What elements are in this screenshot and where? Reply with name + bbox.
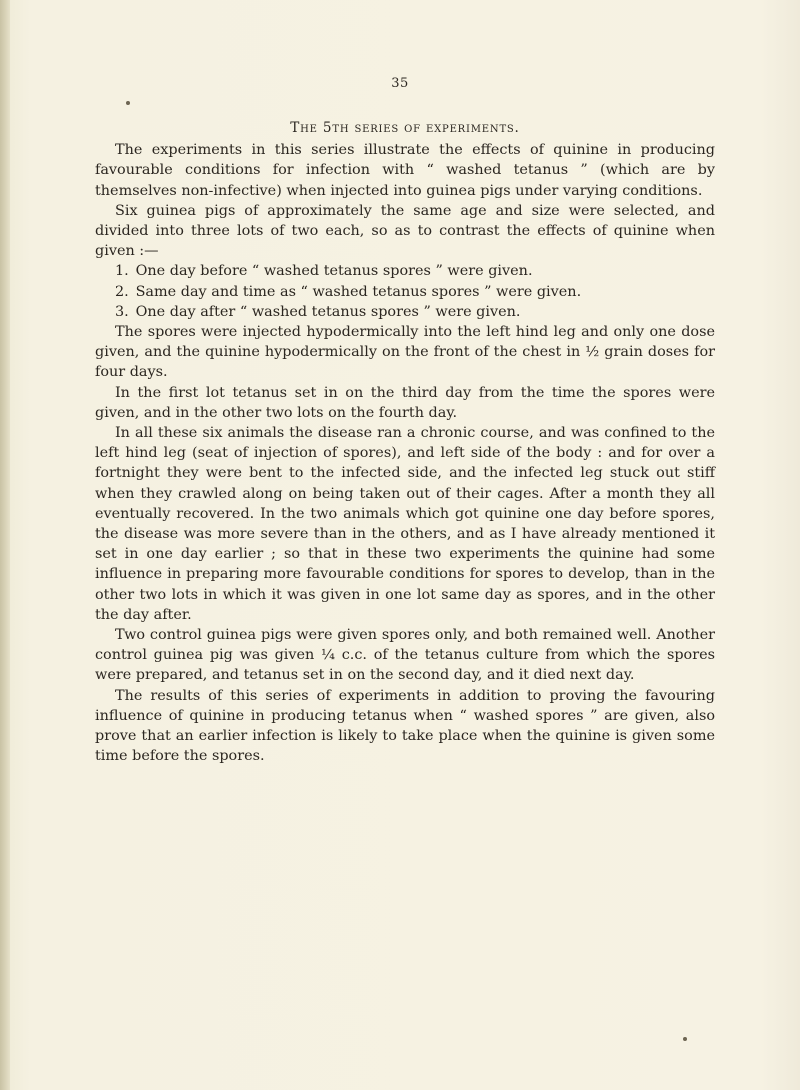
paper-speck [126, 101, 130, 105]
list-item-text: Same day and time as “ washed tetanus spores ” were given. [135, 283, 582, 300]
list-item-text: One day before “ washed tetanus spores ” were given. [135, 263, 533, 280]
list-item [95, 282, 715, 302]
list-item-number: 1. [115, 263, 129, 280]
paragraph-selection: Six guinea pigs of approximately the same age and size were selected, and divided into three lots of two each, so as to contrast the effects of quinine when given :— [95, 202, 715, 260]
section-title: The 5th series of experiments. [290, 120, 520, 136]
page-binding-edge [0, 0, 10, 1090]
list-item-text: One day after “ washed tetanus spores ” were given. [135, 303, 521, 320]
paragraph-course: In all these six animals the disease ran a chronic course, and was confined to the left hind leg (seat of injection of spores), and left side of the body : and for over a fortnight they were bent to the infected side, and the infected leg stuck out stiff when they crawled along on being taken out of their cages. After a month they all eventually recovered. In the two animals which got quinine one day before spores, the disease was more severe than in the others, and as I have already mentioned it set in one day earlier ; so that in these two experiments the quinine had some influence in preparing more favourable conditions for spores to develop, than in the other two lots in which it was given in one lot same day as spores, and in the other the day after. [95, 425, 715, 623]
page-text [95, 118, 715, 767]
list-item [95, 302, 715, 322]
paragraph-onset: In the first lot tetanus set in on the third day from the time the spores were given, and in the other two lots on the fourth day. [95, 384, 715, 421]
page-number: 35 [391, 76, 409, 91]
list-item-number: 3. [115, 303, 129, 320]
paragraph-intro: The experiments in this series illustrate the effects of quinine in producing favourable conditions for infection with “ washed tetanus ” (which are by themselves non-infective) when injected into guinea pigs under varying conditions. [95, 142, 715, 199]
list-item-number: 2. [115, 283, 129, 300]
paper-speck [683, 1037, 687, 1041]
paragraph-method: The spores were injected hypodermically into the left hind leg and only one dose given, and the quinine hypodermically on the front of the chest in ½ grain doses for four days. [95, 324, 715, 381]
list-item [95, 261, 715, 281]
paragraph-results: The results of this series of experiments in addition to proving the favouring influence of quinine in producing tetanus when “ washed spores ” are given, also prove that an earlier infection is likely to take place when the quinine is given some time before the spores. [95, 687, 715, 765]
paragraph-controls: Two control guinea pigs were given spores only, and both remained well. Another control guinea pig was given ¼ c.c. of the tetanus culture from which the spores were prepared, and tetanus set in on the second day, and it died next day. [95, 627, 715, 684]
